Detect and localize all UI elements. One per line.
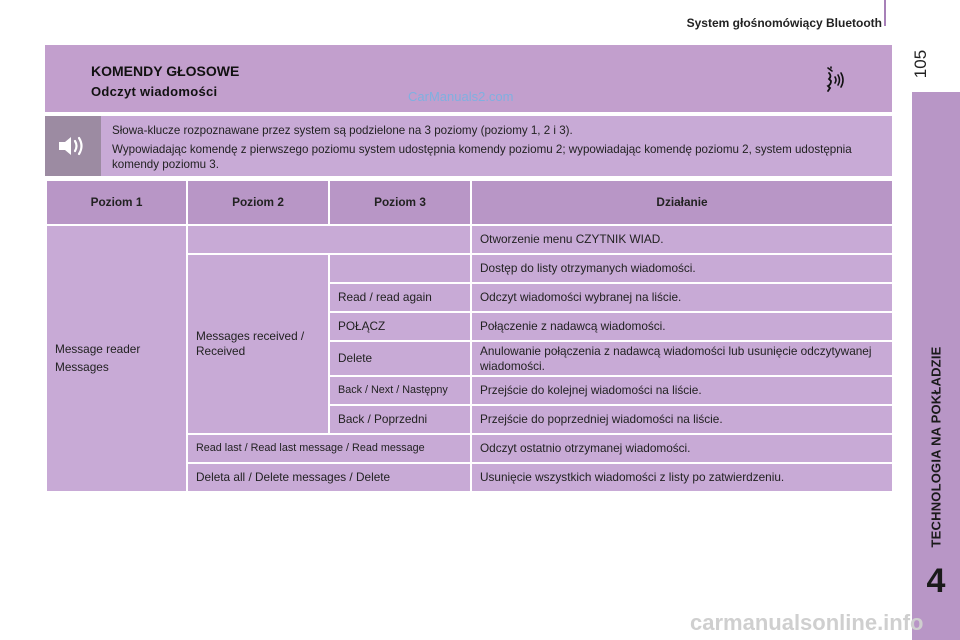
voice-command-icon: [821, 65, 847, 93]
level2-command: Messages received /: [196, 329, 305, 343]
watermark-text: CarManuals2.com: [408, 89, 514, 104]
level2-command: Received: [196, 344, 246, 358]
chapter-side-tab: [912, 92, 960, 640]
level3-cell: Delete: [329, 341, 471, 376]
chapter-title-text: TECHNOLOGIA NA POKŁADZIE: [928, 346, 944, 548]
page-number-text: 105: [911, 49, 930, 79]
column-header: Działanie: [471, 180, 893, 225]
level1-command: Message reader: [55, 342, 141, 356]
action-cell: Połączenie z nadawcą wiadomości.: [471, 312, 893, 341]
voice-commands-table: [45, 179, 894, 493]
level3-cell: Read / read again: [329, 283, 471, 312]
level2-cell: Deleta all / Delete messages / Delete: [187, 463, 471, 492]
column-header: Poziom 1: [46, 180, 187, 225]
table-header-row: [46, 180, 893, 225]
page-number: [906, 44, 936, 84]
action-cell: Przejście do poprzedniej wiadomości na liście.: [471, 405, 893, 434]
speaker-icon: [57, 132, 89, 160]
info-paragraph: Słowa-klucze rozpoznawane przez system są podzielone na 3 poziomy (poziomy 1, 2 i 3).: [112, 124, 573, 137]
action-cell: Otworzenie menu CZYTNIK WIAD.: [471, 225, 893, 254]
level1-command: Messages: [55, 360, 109, 374]
column-header: Poziom 2: [187, 180, 329, 225]
empty-cell: [329, 254, 471, 283]
info-paragraph: Wypowiadając komendę z pierwszego poziomu system udostępnia komendy poziomu 2; wypowiadając komendę poziomu 2, system udostępnia komendy poziomu 3.: [112, 143, 852, 171]
action-cell: Anulowanie połączenia z nadawcą wiadomości lub usunięcie odczytywanej wiadomości.: [471, 341, 893, 376]
info-box: [45, 116, 892, 176]
chapter-title: [912, 92, 960, 562]
running-header: System głośnomówiący Bluetooth: [686, 16, 882, 30]
footer-watermark: carmanualsonline.info: [690, 610, 924, 635]
column-header: Poziom 3: [329, 180, 471, 225]
section-title: KOMENDY GŁOSOWE: [91, 63, 240, 79]
info-text: [112, 123, 882, 176]
action-cell: Usunięcie wszystkich wiadomości z listy po zatwierdzeniu.: [471, 463, 893, 492]
table-row: [46, 225, 893, 254]
level3-cell: Back / Next / Następny: [329, 376, 471, 405]
chapter-number: 4: [926, 562, 946, 600]
level3-cell: POŁĄCZ: [329, 312, 471, 341]
section-title-box: [45, 45, 892, 112]
level2-cell: [187, 254, 329, 434]
level3-cell: Back / Poprzedni: [329, 405, 471, 434]
level2-cell: Read last / Read last message / Read message: [187, 434, 471, 463]
speaker-tile: [45, 116, 101, 176]
header-rule: [884, 0, 886, 26]
action-cell: Przejście do kolejnej wiadomości na liście.: [471, 376, 893, 405]
action-cell: Odczyt ostatnio otrzymanej wiadomości.: [471, 434, 893, 463]
action-cell: Odczyt wiadomości wybranej na liście.: [471, 283, 893, 312]
section-subtitle: Odczyt wiadomości: [91, 84, 218, 99]
action-cell: Dostęp do listy otrzymanych wiadomości.: [471, 254, 893, 283]
empty-cell: [187, 225, 471, 254]
level1-cell: [46, 225, 187, 492]
